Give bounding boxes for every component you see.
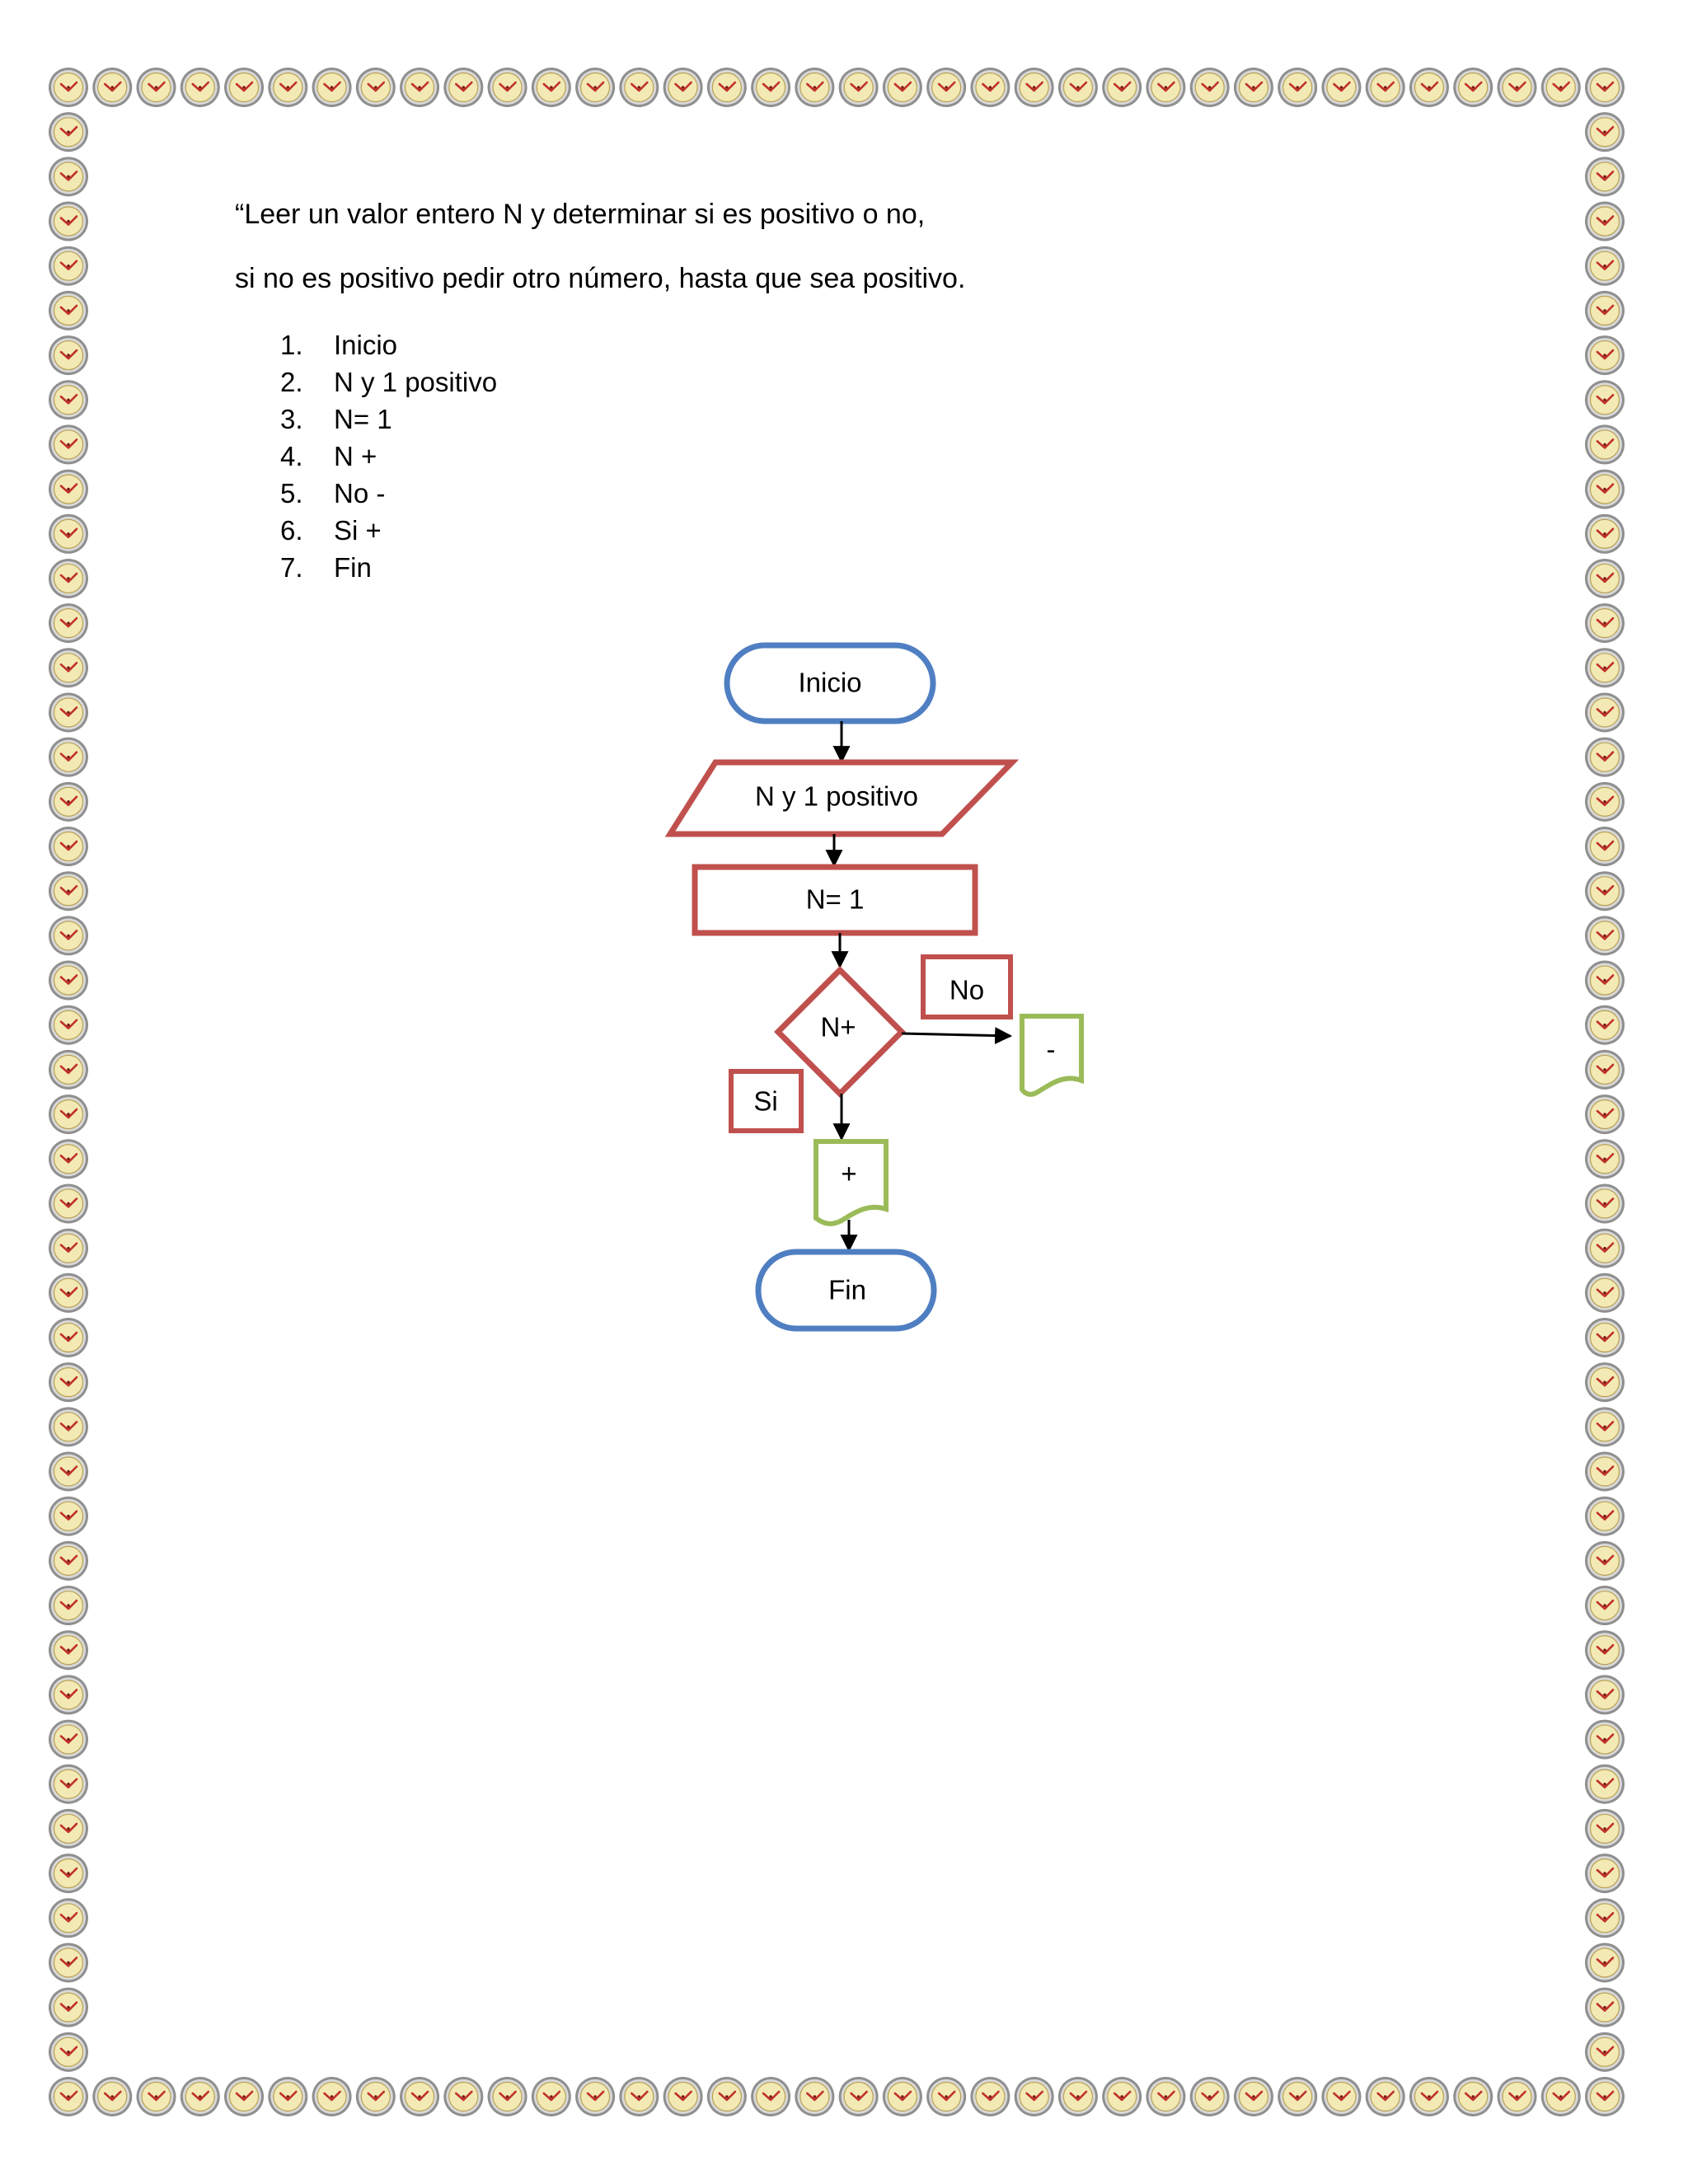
- no-output-label: -: [1046, 1033, 1056, 1065]
- problem-statement-line-1: “Leer un valor entero N y determinar si es positivo o no,: [235, 199, 926, 230]
- step-item: 3. N= 1: [280, 404, 392, 434]
- input-label: N y 1 positivo: [754, 780, 919, 812]
- no-label: No: [949, 974, 985, 1005]
- step-item: 4. N +: [280, 441, 377, 471]
- yes-label: Si: [753, 1085, 778, 1117]
- process-label: N= 1: [805, 883, 865, 915]
- end-label: Fin: [828, 1274, 866, 1305]
- decision-label: N+: [820, 1011, 856, 1043]
- start-label: Inicio: [798, 667, 862, 698]
- step-item: 6. Si +: [280, 515, 382, 546]
- step-item: 5. No -: [280, 478, 386, 509]
- yes-output-label: +: [841, 1158, 857, 1189]
- step-item: 1. Inicio: [280, 330, 398, 360]
- arrow-decision-to-no-output: [902, 1033, 1010, 1036]
- step-item: 2. N y 1 positivo: [280, 367, 498, 397]
- problem-statement-line-2: si no es positivo pedir otro número, hasta que sea positivo.: [235, 263, 966, 294]
- step-item: 7. Fin: [280, 552, 372, 583]
